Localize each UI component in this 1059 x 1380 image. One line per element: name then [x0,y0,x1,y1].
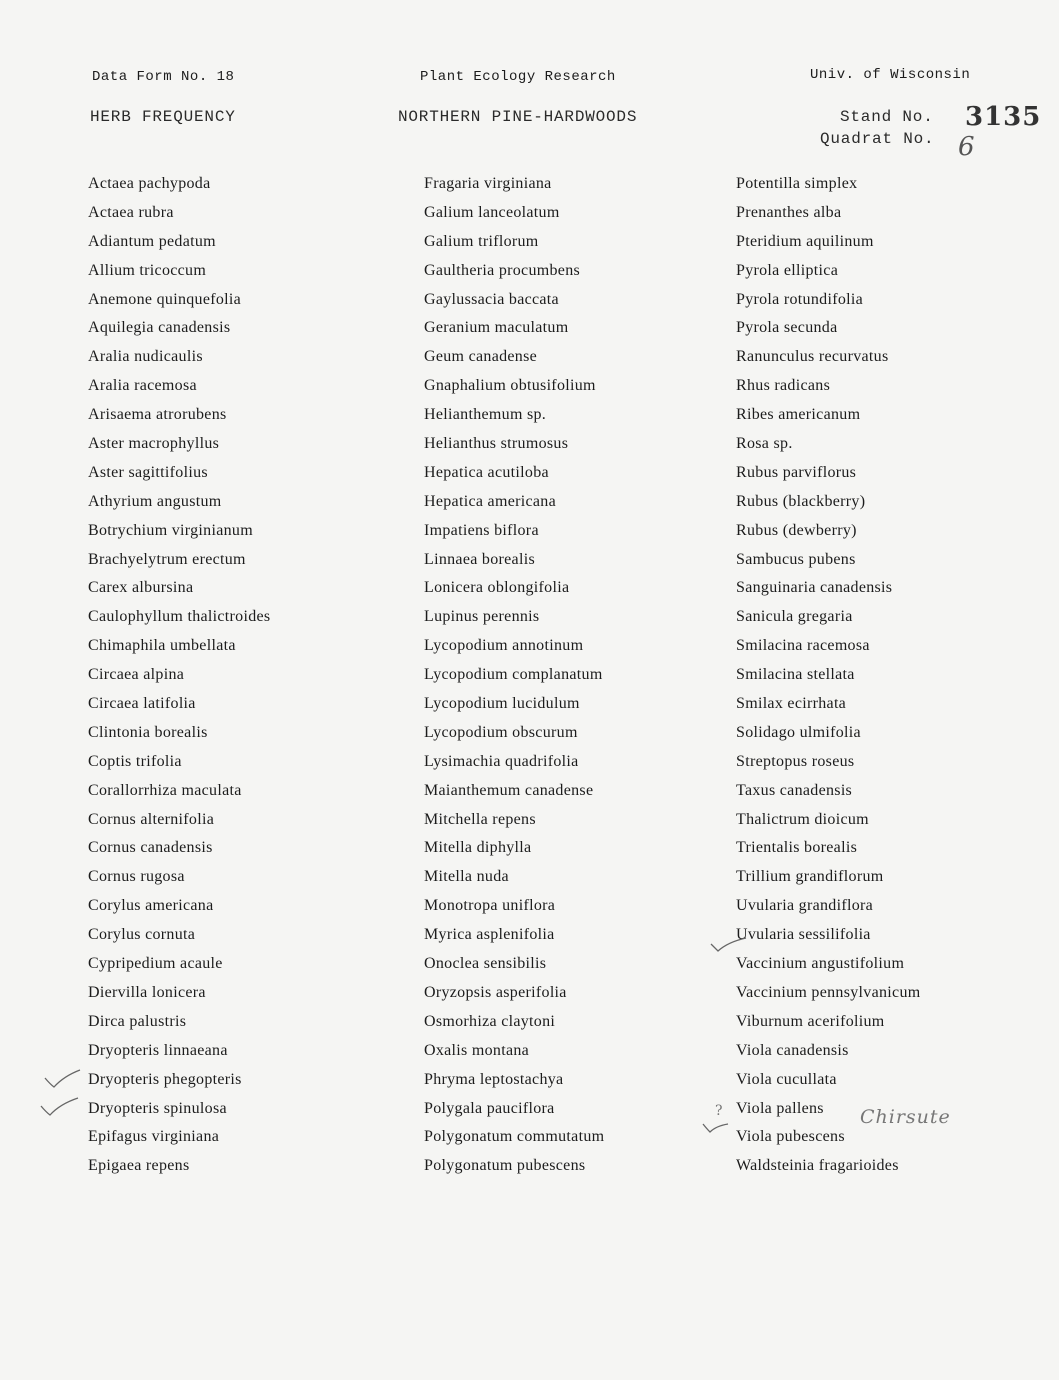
species-item: Dirca palustris [88,1012,187,1030]
species-item: Trillium grandiflorum [736,868,884,886]
species-item: Corylus americana [88,897,214,915]
species-item: Pyrola elliptica [736,261,839,279]
species-item: Linnaea borealis [424,550,535,568]
species-item: Rosa sp. [736,435,793,453]
species-item: Mitella nuda [424,868,509,886]
species-item: Lycopodium annotinum [424,637,584,655]
species-item: Dryopteris phegopteris [88,1070,242,1088]
species-item: Polygonatum commutatum [424,1128,605,1146]
species-item: Ribes americanum [736,406,861,424]
species-item: Onoclea sensibilis [424,955,547,973]
species-item: Mitella diphylla [424,839,532,857]
species-item: Rubus (dewberry) [736,521,857,539]
species-item: Vaccinium angustifolium [736,955,905,973]
species-item: Cornus canadensis [88,839,213,857]
species-item: Helianthemum sp. [424,406,547,424]
species-item: Viola pubescens [736,1128,845,1146]
checkmark-icon [38,1096,80,1118]
species-item: Geranium maculatum [424,319,569,337]
species-item: Athyrium angustum [88,492,222,510]
species-item: Oryzopsis asperifolia [424,983,567,1001]
species-item: Geum canadense [424,348,538,366]
species-item: Corallorrhiza maculata [88,781,242,799]
species-item: Allium tricoccum [88,261,207,279]
species-item: Oxalis montana [424,1041,530,1059]
species-item: Ranunculus recurvatus [736,348,889,366]
species-item: Maianthemum canadense [424,781,594,799]
community-title: NORTHERN PINE-HARDWOODS [398,108,638,126]
species-list-right [736,170,921,1181]
quadrat-number-handwritten: 6 [958,132,975,162]
species-item: Lycopodium obscurum [424,723,578,741]
species-item: Sanicula gregaria [736,608,853,626]
species-item: Pteridium aquilinum [736,232,874,250]
species-item: Epigaea repens [88,1157,190,1175]
species-item: Sambucus pubens [736,550,856,568]
species-item: Thalictrum dioicum [736,810,869,828]
species-item: Pyrola secunda [736,319,838,337]
species-item: Osmorhiza claytoni [424,1012,556,1030]
species-item: Botrychium virginianum [88,521,253,539]
species-item: Chimaphila umbellata [88,637,236,655]
species-item: Aquilegia canadensis [88,319,231,337]
species-item: Clintonia borealis [88,723,208,741]
species-item: Epifagus virginiana [88,1128,220,1146]
species-item: Caulophyllum thalictroides [88,608,271,626]
species-item: Streptopus roseus [736,752,855,770]
species-item: Diervilla lonicera [88,983,206,1001]
species-item: Circaea alpina [88,666,185,684]
species-item: Taxus canadensis [736,781,853,799]
research-title: Plant Ecology Research [420,69,616,85]
species-item: Cornus alternifolia [88,810,215,828]
stand-label: Stand No. [840,108,934,126]
species-item: Viola cucullata [736,1070,837,1088]
species-item: Gaylussacia baccata [424,290,559,308]
stand-number-handwritten: 3135 [965,102,1042,132]
species-item: Lonicera oblongifolia [424,579,570,597]
species-item: Rubus parviflorus [736,463,857,481]
species-item: Helianthus strumosus [424,435,569,453]
species-item: Polygala pauciflora [424,1099,555,1117]
species-item: Arisaema atrorubens [88,406,227,424]
species-item: Aralia racemosa [88,377,197,395]
species-item: Pyrola rotundifolia [736,290,864,308]
species-item: Lycopodium complanatum [424,666,603,684]
species-item: Waldsteinia fragarioides [736,1157,899,1175]
species-item: Uvularia sessilifolia [736,926,871,944]
species-list-left [88,170,270,1181]
species-item: Hepatica acutiloba [424,463,549,481]
species-item: Gnaphalium obtusifolium [424,377,596,395]
species-item: Galium triflorum [424,232,539,250]
species-item: Fragaria virginiana [424,175,552,192]
species-item: Lycopodium lucidulum [424,695,580,713]
species-item: Mitchella repens [424,810,536,828]
question-mark-handwritten: ? [715,1103,723,1119]
species-item: Aster sagittifolius [88,463,208,481]
species-item: Circaea latifolia [88,695,196,713]
species-list-middle [424,170,604,1181]
quadrat-label: Quadrat No. [820,130,935,148]
data-form-number: Data Form No. 18 [92,69,235,85]
species-item: Viola canadensis [736,1041,849,1059]
species-item: Lysimachia quadrifolia [424,752,579,770]
species-item: Adiantum pedatum [88,232,216,250]
species-item: Vaccinium pennsylvanicum [736,983,921,1001]
species-item: Uvularia grandiflora [736,897,874,915]
species-item: Rubus (blackberry) [736,492,866,510]
species-item: Anemone quinquefolia [88,290,242,308]
species-item: Viburnum acerifolium [736,1012,885,1030]
species-item: Galium lanceolatum [424,203,560,221]
species-item: Rhus radicans [736,377,831,395]
species-item: Dryopteris linnaeana [88,1041,228,1059]
species-item: Sanguinaria canadensis [736,579,893,597]
species-item: Smilacina stellata [736,666,855,684]
species-item: Aralia nudicaulis [88,348,203,366]
species-item: Coptis trifolia [88,752,182,770]
species-item: Solidago ulmifolia [736,723,861,741]
species-item: Corylus cornuta [88,926,196,944]
species-item: Phryma leptostachya [424,1070,564,1088]
species-item: Gaultheria procumbens [424,261,581,279]
species-item: Actaea rubra [88,203,174,221]
form-title: HERB FREQUENCY [90,108,236,126]
species-item: Polygonatum pubescens [424,1157,586,1175]
species-item: Smilax ecirrhata [736,695,847,713]
species-item: Cornus rugosa [88,868,185,886]
species-item: Myrica asplenifolia [424,926,555,944]
chirsute-annotation: Chirsute [860,1106,951,1128]
species-item: Trientalis borealis [736,839,858,857]
species-item: Brachyelytrum erectum [88,550,246,568]
species-item: Monotropa uniflora [424,897,556,915]
species-item: Actaea pachypoda [88,175,211,192]
species-item: Carex albursina [88,579,194,597]
species-item: Dryopteris spinulosa [88,1099,227,1117]
checkmark-icon [708,936,748,954]
species-item: Potentilla simplex [736,175,858,192]
species-item: Prenanthes alba [736,203,842,221]
species-item: Impatiens biflora [424,521,539,539]
species-item: Viola pallens [736,1099,824,1117]
species-item: Aster macrophyllus [88,435,220,453]
species-item: Hepatica americana [424,492,556,510]
checkmark-icon [42,1068,82,1090]
checkmark-icon [700,1118,732,1136]
species-item: Smilacina racemosa [736,637,870,655]
university-name: Univ. of Wisconsin [810,67,971,83]
species-item: Cypripedium acaule [88,955,223,973]
species-item: Lupinus perennis [424,608,540,626]
